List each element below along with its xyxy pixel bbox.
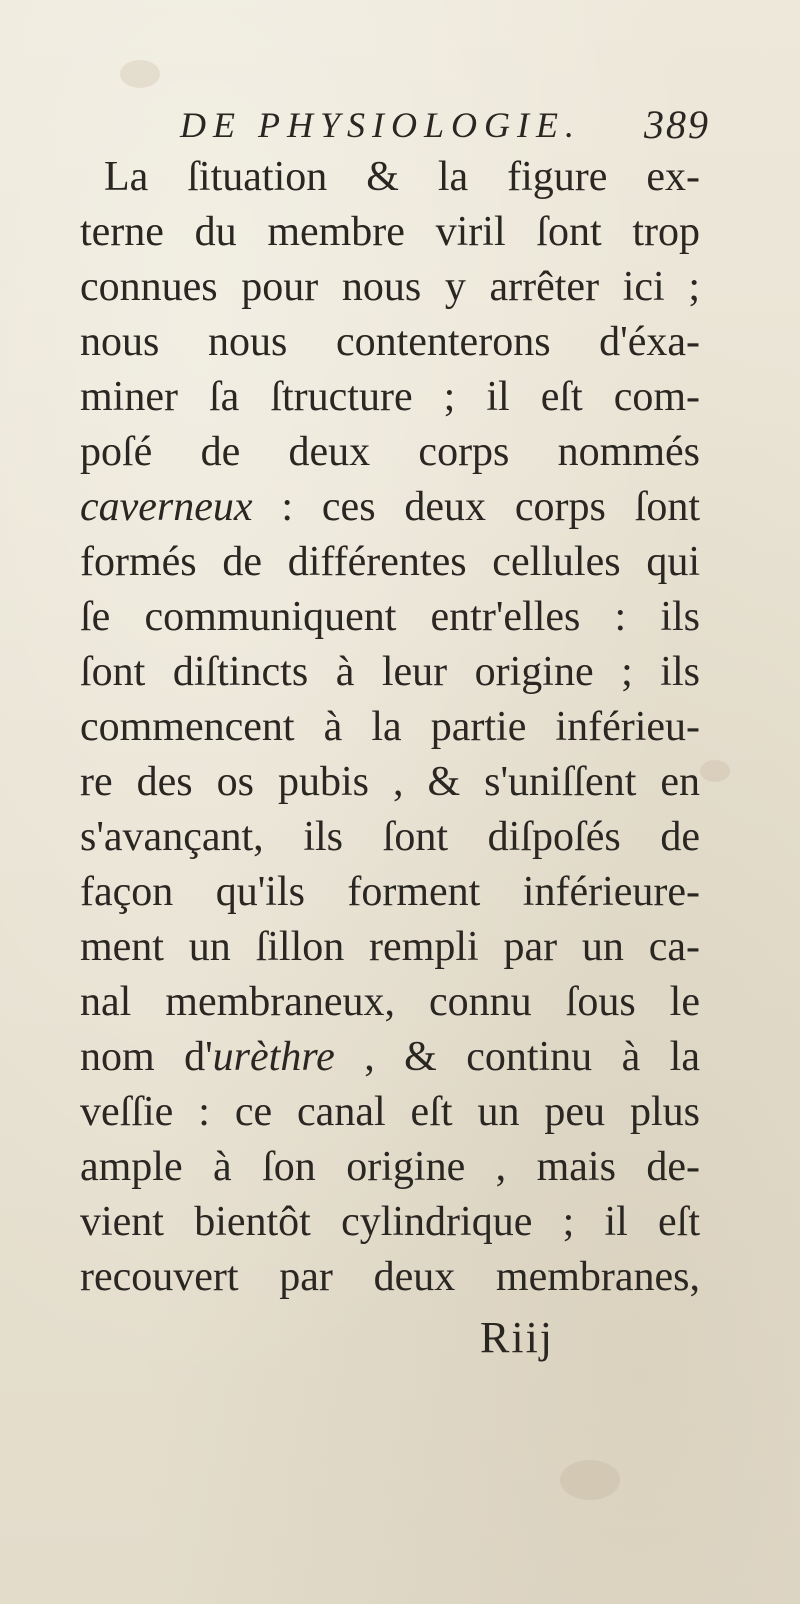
body-text	[80, 150, 700, 1305]
text-line: veſſie : ce canal eſt un peu plus	[80, 1089, 700, 1135]
text-line: ſe communiquent entr'elles : ils	[80, 594, 700, 640]
text-line: caverneux : ces deux corps ſont	[80, 484, 700, 530]
text-line: commencent à la partie inférieu-	[80, 704, 700, 750]
text-line: formés de différentes cellules qui	[80, 539, 700, 585]
text-line: recouvert par deux membranes,	[80, 1254, 700, 1300]
text-line: re des os pubis , & s'uniſſent en	[80, 759, 700, 805]
text-line: s'avançant, ils ſont diſpoſés de	[80, 814, 700, 860]
italic-term: urèthre	[212, 1034, 335, 1080]
text-line: nal membraneux, connu ſous le	[80, 979, 700, 1025]
text-line: connues pour nous y arrêter ici ;	[80, 264, 700, 310]
paper-stain	[120, 60, 160, 88]
signature-mark: Riij	[480, 1313, 555, 1362]
text-line: nom d'urèthre , & continu à la	[80, 1034, 700, 1080]
text-line: façon qu'ils forment inférieure-	[80, 869, 700, 915]
running-head-title: DE PHYSIOLOGIE.	[180, 105, 581, 145]
italic-term: caverneux	[80, 484, 253, 530]
paper-stain	[560, 1460, 620, 1500]
text-line: miner ſa ſtructure ; il eſt com-	[80, 374, 700, 420]
text-line: La ſituation & la figure ex-	[104, 154, 700, 200]
running-head	[180, 100, 710, 150]
page-number: 389	[644, 102, 710, 147]
text-line: nous nous contenterons d'éxa-	[80, 319, 700, 365]
text-line: ſont diſtincts à leur origine ; ils	[80, 649, 700, 695]
text-line: terne du membre viril ſont trop	[80, 209, 700, 255]
text-line: vient bientôt cylindrique ; il eſt	[80, 1199, 700, 1245]
paper-stain	[700, 760, 730, 782]
text-line: ment un ſillon rempli par un ca-	[80, 924, 700, 970]
text-line: ample à ſon origine , mais de-	[80, 1144, 700, 1190]
text-line: poſé de deux corps nommés	[80, 429, 700, 475]
